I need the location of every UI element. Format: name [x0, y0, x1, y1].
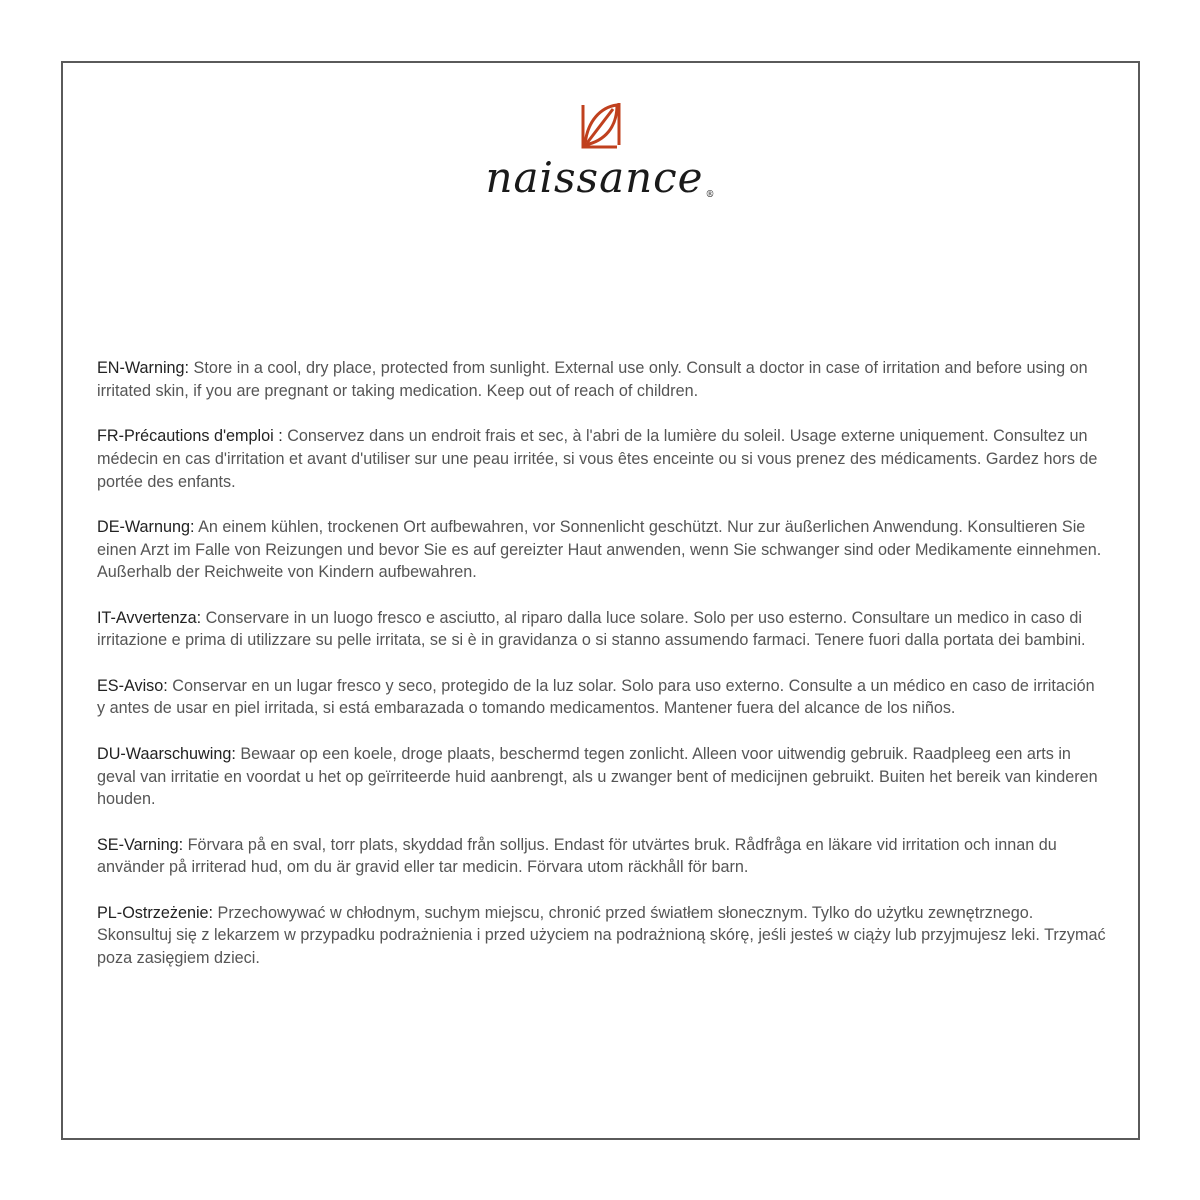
warning-text: Przechowywać w chłodnym, suchym miejscu, chronić przed światłem słonecznym. Tylko do użytku zewnętrznego. Skonsultuj się z lekarzem w przypadku podrażnienia i przed użyciem na podrażnioną skórę, jeśli jesteś w ciąży lub przyjmujesz leki. Trzymać poza zasięgiem dzieci.: [97, 903, 1106, 968]
registered-mark: ®: [705, 190, 716, 201]
warning-label: EN-Warning:: [97, 359, 190, 377]
warning-text: Store in a cool, dry place, protected from sunlight. External use only. Consult a doctor in case of irritation and before using on irritated skin, if you are pregnant or taking medication. Keep out of reach of children.: [97, 359, 1088, 400]
warning-label: DE-Warnung:: [97, 517, 195, 536]
warning-text: An einem kühlen, trockenen Ort aufbewahren, vor Sonnenlicht geschützt. Nur zur äußerlichen Anwendung. Konsultieren Sie einen Arzt im Falle von Reizungen und bevor Sie es auf gereizter Haut anwenden, wenn Sie schwanger sind oder Medikamente einnehmen. Außerhalb der Reichweite von Kindern aufbewahren.: [97, 517, 1102, 582]
warning-du: [97, 743, 1107, 811]
warning-es: [97, 675, 1107, 720]
warning-text: Conservare in un luogo fresco e asciutto, al riparo dalla luce solare. Solo per uso esterno. Consultare un medico in caso di irritazione e prima di utilizzare su pelle irritata, se si è in gravidanza o si stanno assumendo farmaci. Tenere fuori dalla portata dei bambini.: [97, 608, 1086, 650]
warning-label: IT-Avvertenza:: [97, 608, 202, 627]
brand-logo: [63, 97, 1138, 201]
warning-de: [97, 516, 1107, 584]
leaf-in-square-icon: [577, 97, 625, 153]
warning-text: Bewaar op een koele, droge plaats, beschermd tegen zonlicht. Alleen voor uitwendig gebruik. Raadpleeg een arts in geval van irritatie en voordat u het op geïrriteerde huid aanbrengt, als u zwanger bent of medicijnen gebruikt. Buiten het bereik van kinderen houden.: [97, 744, 1098, 809]
warning-it: [97, 607, 1107, 652]
warnings-list: [97, 357, 1107, 993]
warning-text: Conservez dans un endroit frais et sec, à l'abri de la lumière du soleil. Usage externe uniquement. Consultez un médecin en cas d'irritation et avant d'utiliser sur une peau irritée, si vous êtes enceinte ou si vous prenez des médicaments. Gardez hors de portée des enfants.: [97, 427, 1098, 491]
label-card: [61, 61, 1140, 1140]
warning-text: Förvara på en sval, torr plats, skyddad från solljus. Endast för utvärtes bruk. Rådfråga en läkare vid irritation och innan du använder på irriterad hud, om du är gravid eller tar medicin. Förvara utom räckhåll för barn.: [97, 835, 1057, 877]
brand-name: naissance: [485, 153, 704, 202]
warning-en: [97, 357, 1107, 402]
warning-label: DU-Waarschuwing:: [97, 744, 236, 763]
warning-label: FR-Précautions d'emploi :: [97, 427, 283, 446]
warning-se: [97, 834, 1107, 879]
warning-label: PL-Ostrzeżenie:: [97, 903, 214, 922]
warning-text: Conservar en un lugar fresco y seco, protegido de la luz solar. Solo para uso externo. Consulte a un médico en caso de irritación y antes de usar en piel irritada, si está embarazada o tomando medicamentos. Mantener fuera del alcance de los niños.: [97, 676, 1095, 718]
warning-label: SE-Varning:: [97, 835, 184, 854]
brand-wordmark: [485, 155, 715, 201]
warning-pl: [97, 902, 1107, 970]
warning-label: ES-Aviso:: [97, 676, 168, 695]
warning-fr: [97, 425, 1107, 493]
